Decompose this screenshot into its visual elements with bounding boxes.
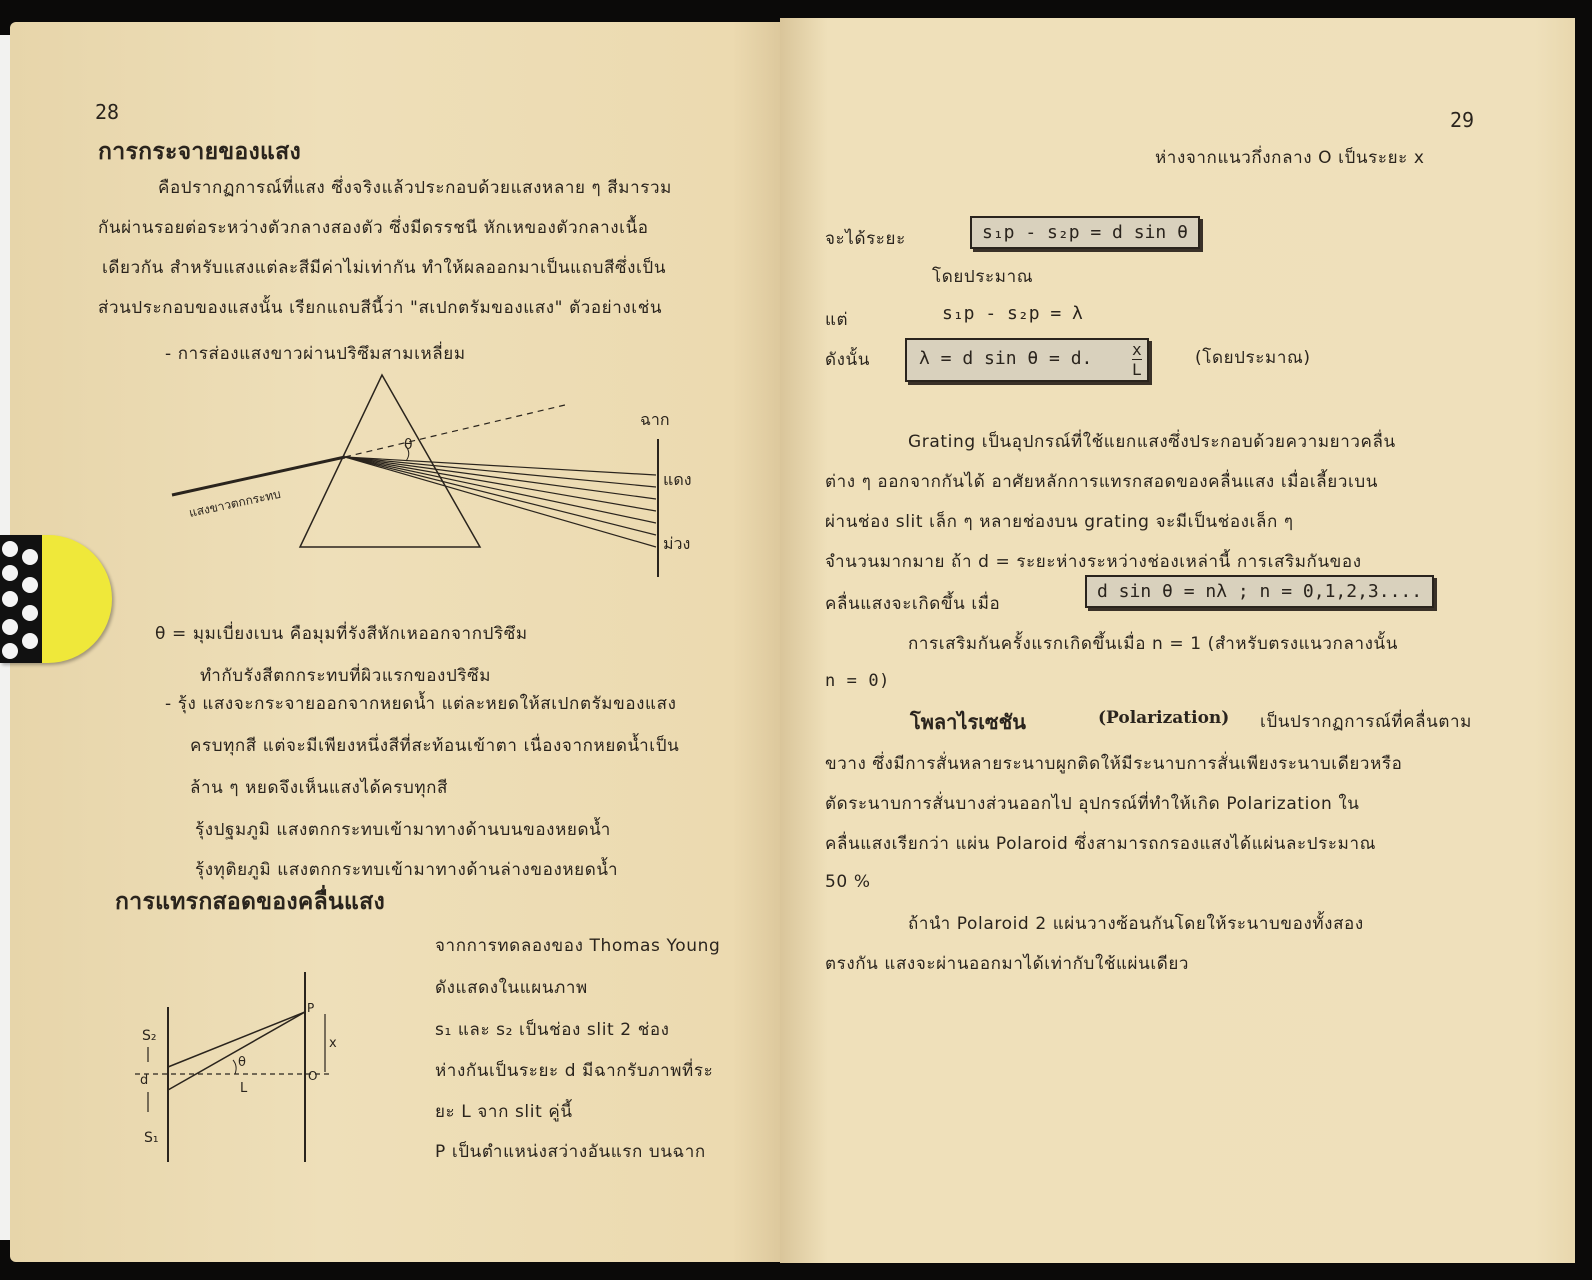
approx-label: โดยประมาณ [932, 267, 1034, 287]
fraction-denominator: L [1132, 360, 1142, 379]
L-label: L [240, 1081, 248, 1096]
dispersed-rays [345, 457, 656, 547]
rainbow-line: ครบทุกสี แต่จะมีเพียงหนึ่งสีที่สะท้อนเข้าตา เนื่องจากหยดน้ำเป็น [190, 736, 680, 756]
section-title-dispersion: การกระจายของแสง [98, 139, 302, 165]
label-will-get: จะได้ระยะ [825, 229, 906, 249]
grating-line: จำนวนมากมาย ถ้า d = ระยะห่างระหว่างช่องเหล่านี้ การเสริมกันของ [825, 552, 1362, 572]
paragraph-line: ห่างจากแนวกึ่งกลาง O เป็นระยะ x [1155, 148, 1425, 168]
formula-wavelength: s₁p - s₂p = λ [942, 303, 1083, 324]
fraction-numerator: x [1132, 340, 1142, 359]
formula-path-difference: s₁p - s₂p = d sin θ [970, 216, 1200, 249]
theta-label: θ [404, 437, 413, 453]
incident-ray [172, 457, 345, 495]
polarization-line: 50 % [825, 872, 871, 892]
polarization-line: ตัดระนาบการสั่นบางส่วนออกไป อุปกรณ์ที่ทำให้เกิด Polarization ใน [825, 794, 1360, 814]
s1-label: S₁ [144, 1130, 159, 1146]
dotted-pattern [0, 535, 42, 663]
grating-line: คลื่นแสงจะเกิดขึ้น เมื่อ [825, 594, 1001, 614]
prism-diagram [160, 367, 720, 607]
rainbow-line: - รุ้ง แสงจะกระจายออกจากหยดน้ำ แต่ละหยดให้สเปกตรัมของแสง [165, 694, 677, 714]
rainbow-line: ล้าน ๆ หยดจึงเห็นแสงได้ครบทุกสี [190, 778, 449, 798]
page-number: 28 [95, 100, 120, 124]
d-label: d [140, 1073, 149, 1088]
section-title-interference: การแทรกสอดของคลื่นแสง [115, 889, 386, 915]
approx-label: (โดยประมาณ) [1195, 348, 1311, 368]
paragraph-line: ส่วนประกอบของแสงนั้น เรียกแถบสีนี้ว่า "สเปกตรัมของแสง" ตัวอย่างเช่น [98, 298, 663, 318]
polarization-line: คลื่นแสงเรียกว่า แผ่น Polaroid ซึ่งสามารถกรองแสงได้แผ่นละประมาณ [825, 834, 1376, 854]
screen-label: ฉาก [640, 410, 670, 429]
O-label: O [308, 1069, 318, 1083]
formula-grating: d sin θ = nλ ; n = 0,1,2,3.... [1085, 575, 1434, 608]
rainbow-line: รุ้งปฐมภูมิ แสงตกกระทบเข้ามาทางด้านบนของหยดน้ำ [195, 820, 611, 840]
s2-label: S₂ [142, 1028, 157, 1044]
right-page [780, 18, 1575, 1263]
young-text-line: s₁ และ s₂ เป็นช่อง slit 2 ช่อง [435, 1020, 670, 1040]
theta-definition: θ = มุมเบี่ยงเบน คือมุมที่รังสีหักเหออกจากปริซึม [155, 624, 528, 644]
incident-label: แสงขาวตกกระทบ [187, 486, 282, 520]
theta-definition: ทำกับรังสีตกกระทบที่ผิวแรกของปริซึม [200, 666, 492, 686]
paragraph-line: เดียวกัน สำหรับแสงแต่ละสีมีค่าไม่เท่ากัน ทำให้ผลออกมาเป็นแถบสีซึ่งเป็น [102, 258, 667, 278]
grating-line: ผ่านช่อง slit เล็ก ๆ หลายช่องบน grating จะมีเป็นช่องเล็ก ๆ [825, 512, 1294, 532]
polaroid-line: ถ้านำ Polaroid 2 แผ่นวางซ้อนกันโดยให้ระนาบของทั้งสอง [908, 914, 1364, 934]
young-double-slit-diagram [130, 942, 360, 1172]
label-but: แต่ [825, 310, 849, 330]
formula-lambda: λ = d sin θ = d. x L [905, 338, 1149, 382]
rainbow-line: รุ้งทุติยภูมิ แสงตกกระทบเข้ามาทางด้านล่างของหยดน้ำ [195, 860, 619, 880]
young-text-line: ดังแสดงในแผนภาพ [435, 978, 588, 998]
page-number: 29 [1450, 108, 1475, 132]
first-maximum-line: การเสริมกันครั้งแรกเกิดขึ้นเมื่อ n = 1 (สำหรับตรงแนวกลางนั้น [908, 634, 1398, 654]
polarization-line: เป็นปรากฏการณ์ที่คลื่นตาม [1260, 712, 1472, 732]
first-maximum-line: n = 0) [825, 671, 891, 691]
polaroid-line: ตรงกัน แสงจะผ่านออกมาได้เท่ากับใช้แผ่นเดียว [825, 954, 1190, 974]
grating-line: Grating เป็นอุปกรณ์ที่ใช้แยกแสงซึ่งประกอบด้วยความยาวคลื่น [908, 432, 1396, 452]
P-label: P [307, 1001, 315, 1015]
grating-line: ต่าง ๆ ออกจากกันได้ อาศัยหลักการแทรกสอดของคลื่นแสง เมื่อเลี้ยวเบน [825, 472, 1379, 492]
violet-label: ม่วง [663, 534, 691, 553]
left-page [10, 22, 795, 1262]
extended-ray [345, 405, 565, 457]
polarization-line: ขวาง ซึ่งมีการสั่นหลายระนาบผูกติดให้มีระนาบการสั่นเพียงระนาบเดียวหรือ [825, 754, 1403, 774]
theta-label: θ [238, 1055, 246, 1070]
young-text-line: ห่างกันเป็นระยะ d มีฉากรับภาพที่ระ [435, 1061, 714, 1081]
red-label: แดง [663, 470, 692, 489]
young-text-line: P เป็นตำแหน่งสว่างอันแรก บนฉาก [435, 1142, 706, 1162]
polarization-title: โพลาไรเซชัน [910, 710, 1026, 734]
young-text-line: จากการทดลองของ Thomas Young [435, 936, 721, 956]
x-label: x [329, 1036, 337, 1051]
young-text-line: ยะ L จาก slit คู่นี้ [435, 1102, 573, 1122]
polarization-english: (Polarization) [1098, 708, 1230, 728]
label-therefore: ดังนั้น [825, 350, 870, 370]
bullet-prism: - การส่องแสงขาวผ่านปริซึมสามเหลี่ยม [165, 344, 466, 364]
paragraph-line: กันผ่านรอยต่อระหว่างตัวกลางสองตัว ซึ่งมีดรรชนี หักเหของตัวกลางเนื้อ [98, 218, 649, 238]
paragraph-line: คือปรากฏการณ์ที่แสง ซึ่งจริงแล้วประกอบด้วยแสงหลาย ๆ สีมารวม [158, 178, 672, 198]
